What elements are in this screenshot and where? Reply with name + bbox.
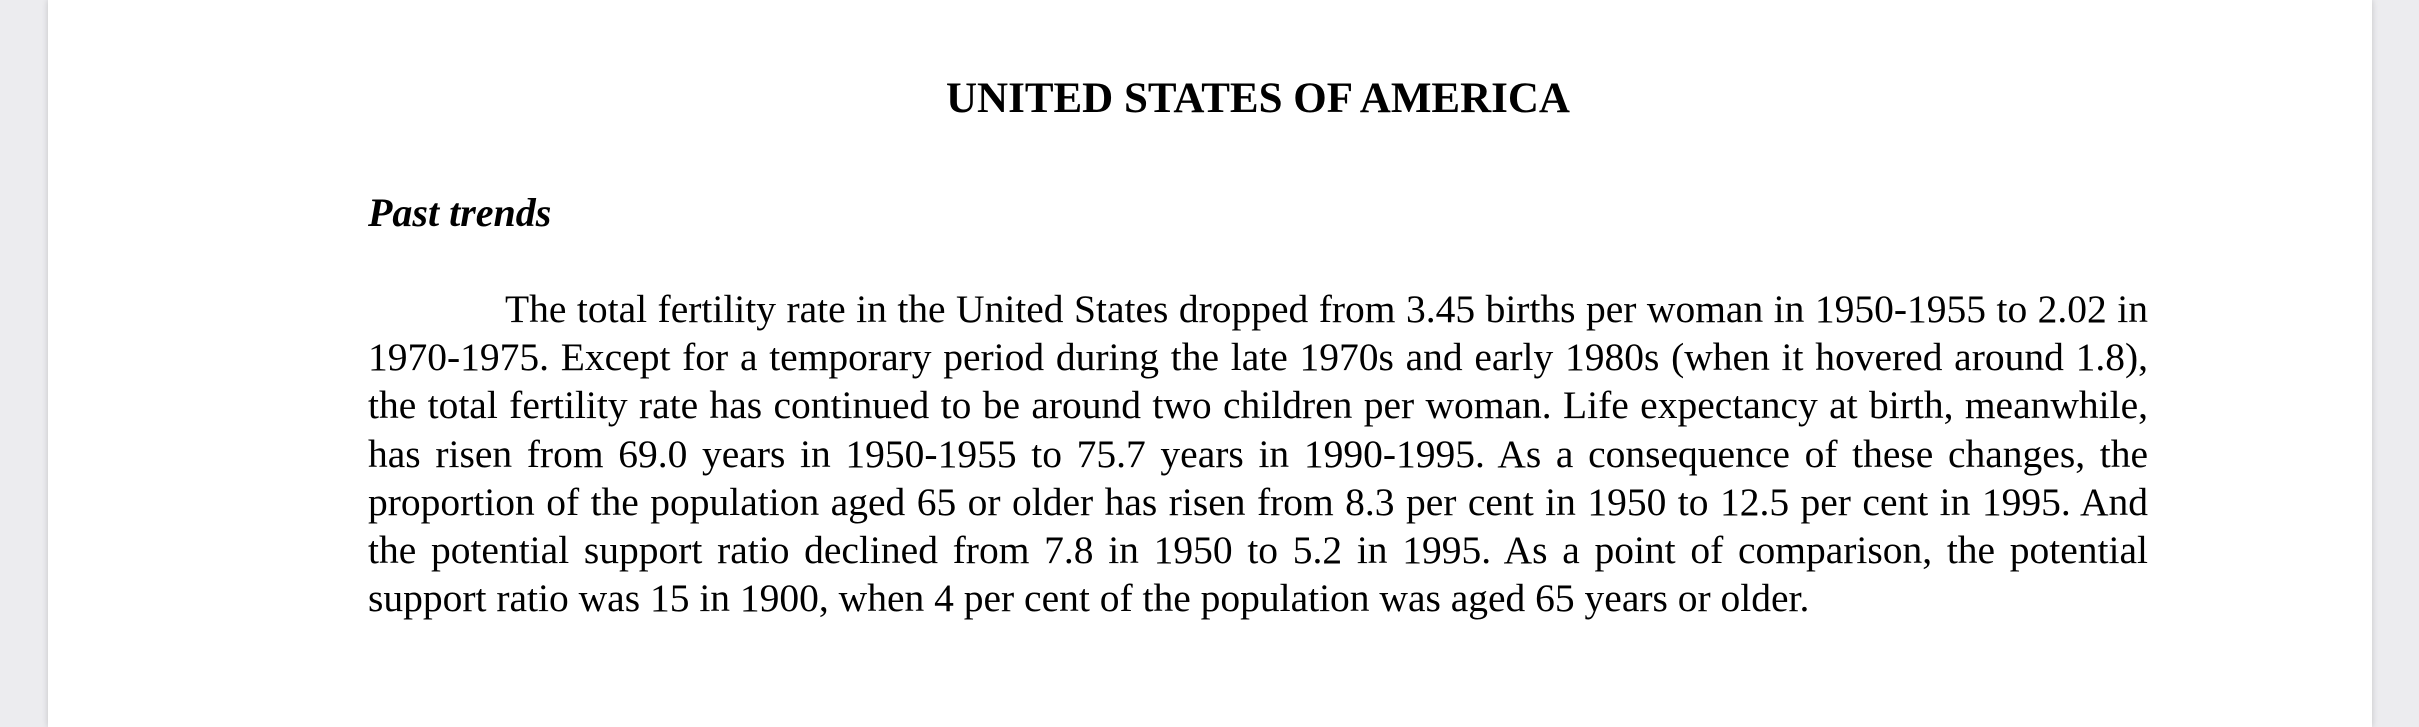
body-paragraph: The total fertility rate in the United States dropped from 3.45 births per woman in 1950-1955 to 2.02 in 1970-1975. Except for a temporary period during the late 1970s and early 1980s (when it hovered around 1.8), the total fertility rate has continued to be around two children per woman. Life expectancy at birth, meanwhile, has risen from 69.0 years in 1950-1955 to 75.7 years in 1990-1995. As a consequence of these changes, the proportion of the population aged 65 or older has risen from 8.3 per cent in 1950 to 12.5 per cent in 1995. And the potential support ratio declined from 7.8 in 1950 to 5.2 in 1995. As a point of comparison, the potential support ratio was 15 in 1900, when 4 per cent of the population was aged 65 years or older. bbox=[368, 287, 2148, 621]
document-page bbox=[48, 0, 2372, 727]
section-heading: Past trends bbox=[368, 190, 552, 235]
page-title: UNITED STATES OF AMERICA bbox=[945, 75, 1570, 122]
